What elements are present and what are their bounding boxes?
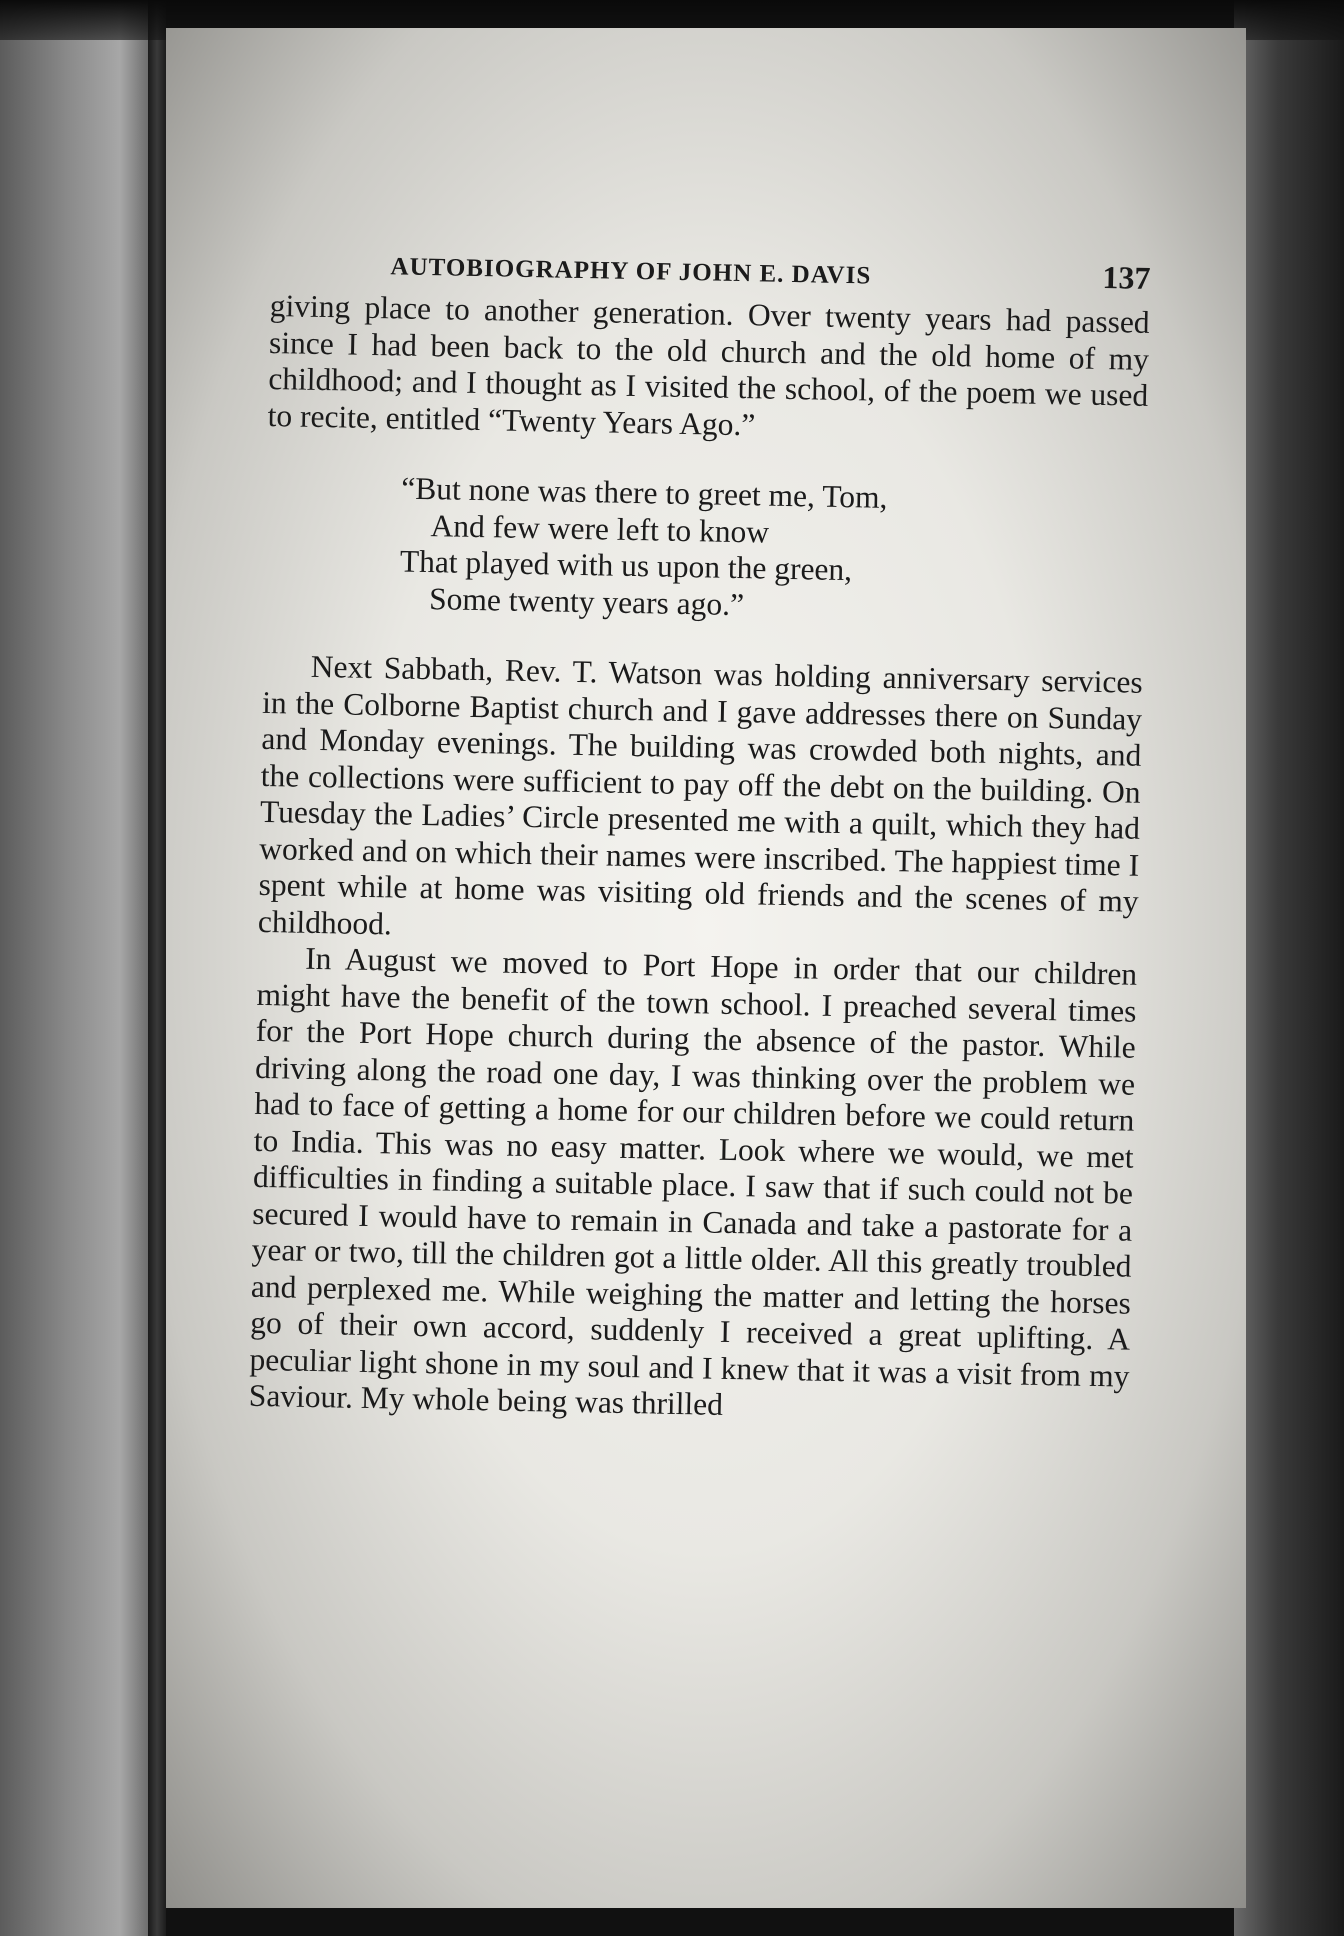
page-number: 137 — [1102, 258, 1151, 296]
verse-line: “But none was there to greet me, Tom, — [400, 470, 888, 515]
book-page — [166, 28, 1246, 1908]
paragraph-anniversary-services: Next Sabbath, Rev. T. Watson was holding anniversary services in the Colborne Baptist church and I gave addresses there on Sunday and Monday evenings. The building was crowded both nights, and the collections were sufficient to pay off the debt on the building. On Tuesday the Ladies’ Circle presented me with a quilt, which they had worked and on which their names were inscribed. The happiest time I spent while at home was visiting old friends and the scenes of my childhood. — [257, 648, 1144, 941]
left-page-edge — [0, 0, 150, 1936]
verse-line: And few were left to know — [430, 507, 770, 550]
verse-line: Some twenty years ago.” — [428, 580, 745, 622]
running-header — [390, 245, 1151, 297]
verse-line: That played with us upon the green, — [399, 543, 853, 588]
running-title: AUTOBIOGRAPHY OF JOHN E. DAVIS — [390, 253, 872, 290]
poem-quotation — [399, 471, 1147, 631]
book-gutter — [148, 0, 166, 1936]
page-text-block — [249, 243, 1151, 1431]
paragraph-port-hope: In August we moved to Port Hope in order that our children might have the benefit of the town school. I preached several times for the Port Hope church during the absence of the pastor. While driving along the road one day, I was thinking over the problem we had to face of getting a home for our children before we could return to India. This was no easy matter. Look where we would, we met difficulties in finding a suitable place. I saw that if such could not be secured I would have to remain in Canada and take a pastorate for a year or two, till the children got a little older. All this greatly troubled and perplexed me. While weighing the matter and letting the horses go of their own accord, suddenly I received a great uplifting. A peculiar light shone in my soul and I knew that it was a visit from my Saviour. My whole being was thrilled — [248, 940, 1138, 1422]
right-page-edge — [1234, 0, 1344, 1936]
paragraph-continuation: giving place to another generation. Over twenty years had passed since I had been back to the old church and the old home of my childhood; and I thought as I visited the school, of the poem we used to recite, entitled “Twenty Years Ago.” — [267, 287, 1150, 442]
